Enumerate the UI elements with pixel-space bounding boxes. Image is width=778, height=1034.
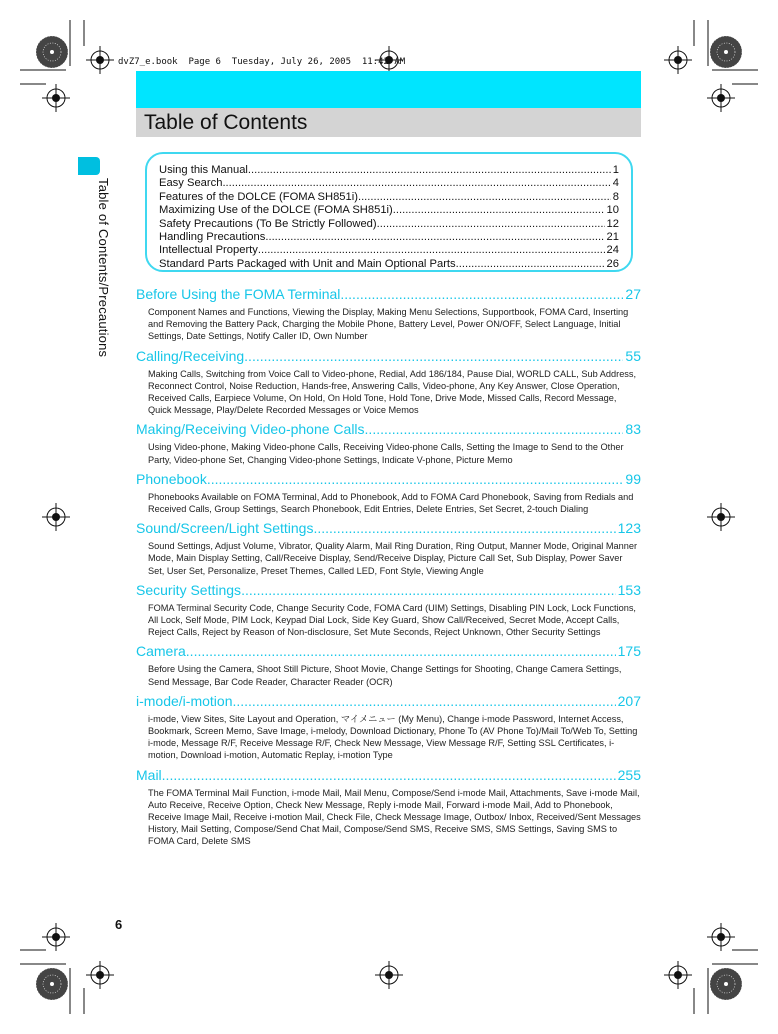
dot-leader — [232, 692, 615, 711]
chapter-page: 207 — [617, 692, 641, 709]
chapter-page: 55 — [625, 347, 641, 364]
toc-entry[interactable] — [159, 231, 619, 244]
toc-entry-title: Standard Parts Packaged with Unit and Main Optional Parts — [159, 257, 456, 270]
chapter-title: Sound/Screen/Light Settings — [136, 520, 314, 537]
chapter-title: Making/Receiving Video-phone Calls — [136, 421, 365, 438]
toc-entry-page: 12 — [606, 217, 619, 230]
toc-entry-title: Using this Manual — [159, 164, 248, 176]
chapter-page: 27 — [625, 286, 641, 302]
chapter-entry — [136, 470, 641, 515]
dot-leader — [258, 244, 605, 257]
dot-leader — [207, 470, 624, 489]
chapter-description: Component Names and Functions, Viewing the Display, Making Menu Selections, Supportbook, FOMA Card, Inserting and Removing the Battery Pack, Charging the Mobile Phone, Battery Level, Power ON/OFF, Select Language, Initial Settings, Date Settings, Notify Caller ID, Own Number — [148, 307, 629, 342]
dot-leader — [313, 519, 615, 538]
chapter-heading-link[interactable] — [136, 470, 641, 489]
chapter-heading-link[interactable] — [136, 642, 641, 661]
chapter-heading-link[interactable] — [136, 519, 641, 538]
header-band — [136, 71, 641, 108]
dot-leader — [456, 258, 605, 271]
chapter-description: Making Calls, Switching from Voice Call to Video-phone, Redial, Add 186/184, Pause Dial, WORLD CALL, Sub Address, Reconnect Control, Noise Reduction, Hands-free, Answering Calls, Video-phone, Any Key Answer, Close Operation, Received Calls, Earpiece Volume, On Hold, On Hold Tone, Hold Tone, Drive Mode, Missed Calls, Record Message, Quick Message, Play/Delete Recorded Messages or Voice Memos — [148, 368, 637, 416]
chapter-description: Phonebooks Available on FOMA Terminal, Add to Phonebook, Add to FOMA Card Phonebook, Saving from Redials and Received Calls, Group Settings, Search Phonebook, Edit Entries, Delete Entries, Set Secret, 2-touch Dialing — [148, 491, 634, 515]
chapter-title: Phonebook — [136, 470, 207, 487]
chapter-entry — [136, 347, 641, 417]
dot-leader — [265, 231, 604, 244]
chapter-entry — [136, 581, 641, 639]
dot-leader — [393, 204, 605, 217]
dot-leader — [248, 164, 611, 177]
chapter-title: Calling/Receiving — [136, 347, 245, 364]
chapter-entry — [136, 642, 641, 687]
toc-entry-page: 10 — [606, 204, 619, 217]
toc-entry-title: Safety Precautions (To Be Strictly Followed) — [159, 217, 377, 230]
chapter-description: i-mode, View Sites, Site Layout and Operation, マイメニュー (My Menu), Change i-mode Password, Internet Access, Bookmark, Screen Memo, Save Image, i-melody, Download Dictionary, Phone To (AV Phone To)/Mail To/Web To, Setting i-mode, Message R/F, Receive Message R/F, Check New Message, View Message R/F, Setting SSL Certificates, i-motion, Download i-motion, Automatic Replay, i-motion Type — [148, 713, 638, 761]
dot-leader — [340, 285, 623, 304]
title-bar — [136, 108, 641, 137]
chapter-description: The FOMA Terminal Mail Function, i-mode Mail, Mail Menu, Compose/Send i-mode Mail, Attachments, Save i-mode Mail, Auto Receive, Receive Option, Check New Message, Reply i-mode Mail, Forward i-mode Mail, Add to Phonebook, Receive Image Mail, Receive i-motion Mail, Check File, Check Message Image, Outbox/ Inbox, Received/Sent Messages History, Mail Setting, Compose/Send Chat Mail, Compose/Send SMS, Receive SMS, SMS Settings, Saving SMS to FOMA Card, Delete SMS — [148, 787, 641, 847]
dot-leader — [186, 642, 616, 661]
chapter-entry — [136, 519, 641, 577]
dot-leader — [377, 218, 605, 231]
chapter-description: Sound Settings, Adjust Volume, Vibrator, Quality Alarm, Mail Ring Duration, Ring Output, Manner Mode, Original Manner Mode, Main Display Setting, Call/Receive Display, Send/Receive Display, Picture Call Set, Sub Display, Power Saver Set, User Set, Personalize, Preset Themes, Called LED, Font Style, Viewing Angle — [148, 541, 638, 576]
toc-entry-title: Intellectual Property — [159, 244, 258, 257]
toc-entry[interactable] — [159, 191, 619, 204]
chapter-entry — [136, 766, 641, 848]
chapter-description: Before Using the Camera, Shoot Still Picture, Shoot Movie, Change Settings for Shooting, Change Camera Settings, Send Message, Bar Code Reader, Character Reader (OCR) — [148, 664, 622, 687]
page-title: Table of Contents — [144, 111, 308, 134]
section-tab-marker — [78, 157, 100, 175]
chapter-page: 123 — [617, 520, 641, 537]
dot-leader — [222, 177, 610, 190]
chapter-list — [136, 285, 641, 852]
chapter-heading-link[interactable] — [136, 420, 641, 439]
chapter-heading-link[interactable] — [136, 347, 641, 366]
toc-entry-page: 24 — [606, 244, 619, 257]
chapter-description: FOMA Terminal Security Code, Change Security Code, FOMA Card (UIM) Settings, Disabling PIN Lock, Lock Functions, All Lock, Self Mode, PIM Lock, Keypad Dial Lock, Side Key Guard, Show Call/Received, Secret Mode, Accept Calls, Reject Calls, Reject by Reason of Non-disclosure, Set Mute Seconds, Reject Unknown, Other Security Settings — [148, 602, 636, 638]
chapter-heading-link[interactable] — [136, 692, 641, 711]
chapter-heading-link[interactable] — [136, 766, 641, 785]
printer-slug-line: dvZ7_e.book Page 6 Tuesday, July 26, 2005 11:42 AM — [118, 57, 406, 67]
toc-entry-title: Maximizing Use of the DOLCE (FOMA SH851i) — [159, 204, 393, 217]
toc-entry[interactable] — [159, 177, 619, 190]
chapter-title: Camera — [136, 643, 186, 660]
intro-contents-box — [145, 152, 633, 272]
chapter-title: Security Settings — [136, 581, 242, 598]
chapter-entry — [136, 420, 641, 465]
chapter-page: 99 — [625, 470, 641, 487]
toc-entry-page: 26 — [606, 257, 619, 270]
chapter-page: 83 — [625, 421, 641, 438]
toc-entry-page: 4 — [612, 177, 619, 190]
chapter-heading-link[interactable] — [136, 581, 641, 600]
chapter-page: 153 — [617, 581, 641, 598]
dot-leader — [162, 766, 616, 785]
chapter-title: i-mode/i-motion — [136, 692, 233, 709]
page-number: 6 — [115, 917, 123, 932]
toc-entry-page: 21 — [606, 231, 619, 244]
chapter-title: Mail — [136, 766, 162, 783]
toc-entry[interactable] — [159, 164, 619, 177]
chapter-title: Before Using the FOMA Terminal — [136, 286, 341, 302]
toc-entry[interactable] — [159, 204, 619, 217]
chapter-heading-link[interactable] — [136, 285, 641, 304]
dot-leader — [244, 347, 623, 366]
toc-entry-title: Handling Precautions — [159, 231, 266, 244]
toc-entry[interactable] — [159, 258, 619, 271]
toc-entry[interactable] — [159, 218, 619, 231]
chapter-page: 175 — [617, 643, 641, 660]
toc-entry-title: Easy Search — [159, 177, 223, 190]
dot-leader — [365, 420, 624, 439]
toc-entry-page: 8 — [612, 190, 619, 203]
chapter-page: 255 — [617, 766, 641, 783]
chapter-entry — [136, 285, 641, 343]
toc-entry[interactable] — [159, 244, 619, 257]
dot-leader — [241, 581, 616, 600]
toc-entry-page: 1 — [612, 164, 619, 176]
dot-leader — [358, 191, 611, 204]
chapter-entry — [136, 692, 641, 762]
side-section-label: Table of Contents/Precautions — [96, 178, 111, 358]
chapter-description: Using Video-phone, Making Video-phone Calls, Receiving Video-phone Calls, Setting the Image to Send to the Other Party, Video-phone Set, Changing Video-phone Settings, Indicate V-phone, Picture Memo — [148, 442, 624, 465]
toc-entry-title: Features of the DOLCE (FOMA SH851i) — [159, 190, 358, 203]
